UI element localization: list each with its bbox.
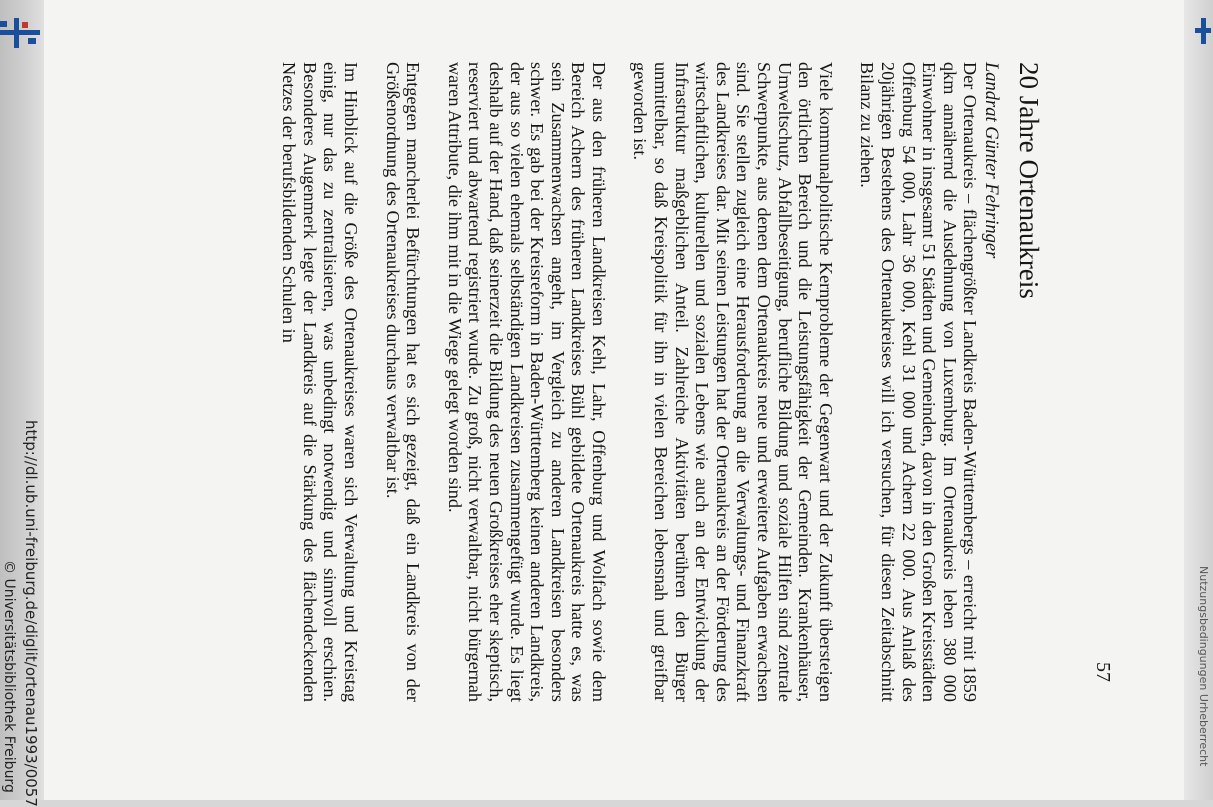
paragraph: Der aus den früheren Landkreisen Kehl, Lahr, Offenburg und Wolfach sowie dem Bereich Achern des früheren Landkreises Bühl gebildete Ortenaukreis hatte es, was sein Zusammenwachsen angeht, im Vergleich zu anderen Landkreisen besonders schwer. Es gab bei der Kreisreform in Baden-Württemberg keinen anderen Landkreis, der aus so vielen ehemals selbständigen Landkreisen zusammengefügt wurde. Es liegt deshalb auf der Hand, daß seinerzeit die Bildung des neuen Großkreises eher skeptisch, reserviert und abwartend registriert wurde. Zu groß, nicht verwaltbar, nicht bürgernah waren Attribute, die ihm mit in die Wiege gelegt worden sind. xyxy=(444,62,609,702)
paragraph: Entgegen mancherlei Befürchtungen hat es sich gezeigt, daß ein Landkreis von der Größenordnung des Ortenaukreises durchaus verwaltbar ist. xyxy=(382,62,424,702)
paragraph: Im Hinblick auf die Größe des Ortenaukreises waren sich Verwaltung und Kreistag einig, nur das zu zentralisieren, was unbedingt notwendig und sinnvoll erschien. Besonderes Augenmerk legte der Landkreis auf die Stärkung des flächendeckenden Netzes der berufsbildenden Schulen in xyxy=(279,62,361,702)
rotated-article xyxy=(115,62,1114,702)
paragraph: Der Ortenaukreis – flächengrößter Landkreis Baden-Württembergs – erreicht mit 1859 qkm annähernd die Ausdehnung von Luxemburg. Im Ortenaukreis leben 380 000 Einwohner in insgesamt 51 Städten und Gemeinden, davon in den Großen Kreisstädten Offenburg 54 000, Lahr 36 000, Kehl 31 000 und Achern 22 000. Aus Anlaß des 20jährigen Bestehens des Ortenaukreises will ich versuchen, für diesen Zeitabschnitt Bilanz zu ziehen. xyxy=(857,62,981,702)
scan-url: http://dl.ub.uni-freiburg.de/diglit/ortenau1993/0057 xyxy=(22,420,40,807)
article-title: 20 Jahre Ortenaukreis xyxy=(1014,62,1044,299)
page-number: 57 xyxy=(1092,662,1114,682)
paragraph: Viele kommunalpolitische Kernprobleme der Gegenwart und der Zukunft übersteigen den örtlichen Bereich und die Leistungsfähigkeit der Gemeinden. Krankenhäuser, Umweltschutz, Abfallbeseitigung, berufliche Bildung und soziale Hilfen sind zentrale Schwerpunkte, aus denen dem Ortenaukreis neue und erweiterte Aufgaben erwachsen sind. Sie stellen zugleich eine Herausforderung an die Verwaltungs- und Finanzkraft des Landkreises dar. Mit seinen Leistungen hat der Ortenaukreis an der Förderung des wirtschaftlichen, kulturellen und sozialen Lebens wie auch an der Entwicklung der Infrastruktur maßgeblichen Anteil. Zahlreiche Aktivitäten berühren den Bürger unmittelbar, so daß Kreispolitik für ihn in vielen Bereichen lebensnah und greifbar geworden ist. xyxy=(630,62,836,702)
library-logo-icon xyxy=(0,18,40,48)
scan-copyright: © Universitätsbibliothek Freiburg xyxy=(1,560,17,793)
library-logo-icon-right xyxy=(1195,18,1211,44)
article-author: Landrat Günter Fehringer xyxy=(981,62,1001,259)
rights-notice: Nutzungsbedingungen Urheberrecht xyxy=(1197,566,1210,767)
